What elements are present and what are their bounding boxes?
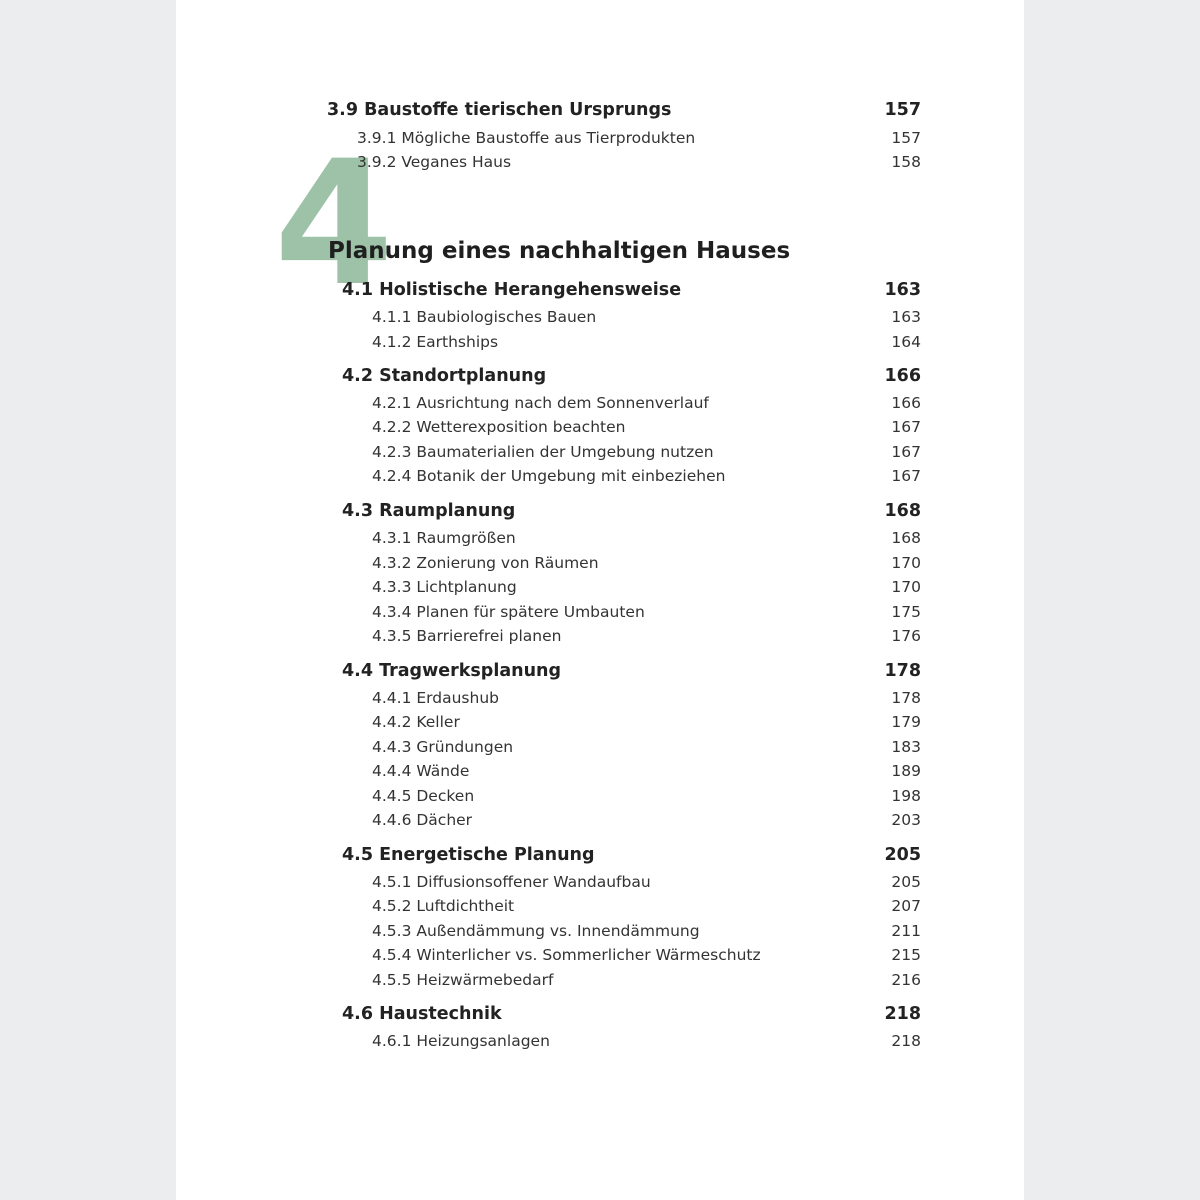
toc-page-number: 218 — [891, 1032, 921, 1050]
toc-subsection-4-3-2[interactable] — [372, 554, 921, 572]
toc-subsection-title: 4.1.1 Baubiologisches Bauen — [372, 308, 597, 326]
toc-page-number: 205 — [891, 873, 921, 891]
toc-page — [176, 0, 1024, 1200]
toc-section-title: 4.5 Energetische Planung — [342, 845, 595, 865]
toc-subsection-title: 4.1.2 Earthships — [372, 333, 499, 351]
toc-section-title: 4.4 Tragwerksplanung — [342, 661, 562, 681]
toc-page-number: 157 — [884, 100, 921, 120]
toc-subsection-4-4-5[interactable] — [372, 787, 921, 805]
toc-subsection-title: 4.3.5 Barrierefrei planen — [372, 627, 562, 645]
toc-page-number: 205 — [884, 845, 921, 865]
toc-subsection-title: 4.4.1 Erdaushub — [372, 689, 499, 707]
toc-subsection-4-4-2[interactable] — [372, 713, 921, 731]
toc-subsection-title: 4.2.4 Botanik der Umgebung mit einbeziehen — [372, 467, 726, 485]
toc-subsection-4-2-2[interactable] — [372, 418, 921, 436]
toc-page-number: 168 — [891, 529, 921, 547]
toc-section-title: 4.2 Standortplanung — [342, 366, 547, 386]
toc-page-number: 198 — [891, 787, 921, 805]
toc-page-number: 164 — [891, 333, 921, 351]
toc-subsection-title: 3.9.2 Veganes Haus — [357, 153, 512, 171]
toc-subsection-3-9-2[interactable] — [357, 153, 921, 171]
toc-section-4-1[interactable] — [342, 280, 921, 300]
toc-page-number: 183 — [891, 738, 921, 756]
toc-subsection-title: 4.5.5 Heizwärmebedarf — [372, 971, 554, 989]
toc-subsection-title: 4.3.4 Planen für spätere Umbauten — [372, 603, 645, 621]
toc-subsection-4-3-3[interactable] — [372, 578, 921, 596]
toc-subsection-title: 4.5.4 Winterlicher vs. Sommerlicher Wärmeschutz — [372, 946, 761, 964]
toc-subsection-3-9-1[interactable] — [357, 129, 921, 147]
toc-section-4-6[interactable] — [342, 1004, 921, 1024]
toc-subsection-4-5-3[interactable] — [372, 922, 921, 940]
toc-subsection-4-4-3[interactable] — [372, 738, 921, 756]
toc-page-number: 170 — [891, 554, 921, 572]
toc-subsection-title: 4.2.1 Ausrichtung nach dem Sonnenverlauf — [372, 394, 709, 412]
toc-subsection-title: 3.9.1 Mögliche Baustoffe aus Tierprodukten — [357, 129, 696, 147]
toc-subsection-title: 4.4.4 Wände — [372, 762, 470, 780]
toc-subsection-title: 4.4.2 Keller — [372, 713, 460, 731]
toc-page-number: 218 — [884, 1004, 921, 1024]
toc-subsection-4-1-1[interactable] — [372, 308, 921, 326]
toc-page-number: 175 — [891, 603, 921, 621]
toc-page-number: 168 — [884, 501, 921, 521]
toc-subsection-4-2-3[interactable] — [372, 443, 921, 461]
toc-section-title: 3.9 Baustoffe tierischen Ursprungs — [327, 100, 672, 120]
toc-page-number: 179 — [891, 713, 921, 731]
toc-subsection-4-2-4[interactable] — [372, 467, 921, 485]
toc-subsection-4-4-1[interactable] — [372, 689, 921, 707]
toc-subsection-title: 4.3.1 Raumgrößen — [372, 529, 516, 547]
toc-subsection-4-3-1[interactable] — [372, 529, 921, 547]
toc-subsection-4-5-4[interactable] — [372, 946, 921, 964]
toc-subsection-4-2-1[interactable] — [372, 394, 921, 412]
toc-page-number: 176 — [891, 627, 921, 645]
toc-section-title: 4.6 Haustechnik — [342, 1004, 502, 1024]
chapter-number: 4 — [274, 123, 394, 324]
toc-page-number: 166 — [884, 366, 921, 386]
toc-subsection-title: 4.3.3 Lichtplanung — [372, 578, 517, 596]
toc-page-number: 189 — [891, 762, 921, 780]
toc-section-4-2[interactable] — [342, 366, 921, 386]
toc-subsection-title: 4.5.1 Diffusionsoffener Wandaufbau — [372, 873, 651, 891]
toc-page-number: 178 — [891, 689, 921, 707]
toc-subsection-title: 4.4.6 Dächer — [372, 811, 473, 829]
toc-page-number: 163 — [891, 308, 921, 326]
toc-subsection-4-6-1[interactable] — [372, 1032, 921, 1050]
toc-subsection-4-5-2[interactable] — [372, 897, 921, 915]
toc-subsection-title: 4.2.2 Wetterexposition beachten — [372, 418, 626, 436]
toc-subsection-4-3-4[interactable] — [372, 603, 921, 621]
toc-section-4-4[interactable] — [342, 661, 921, 681]
toc-subsection-title: 4.4.3 Gründungen — [372, 738, 514, 756]
toc-page-number: 167 — [891, 418, 921, 436]
toc-subsection-4-4-4[interactable] — [372, 762, 921, 780]
toc-page-number: 216 — [891, 971, 921, 989]
toc-page-number: 207 — [891, 897, 921, 915]
toc-subsection-title: 4.3.2 Zonierung von Räumen — [372, 554, 599, 572]
toc-page-number: 203 — [891, 811, 921, 829]
toc-page-number: 170 — [891, 578, 921, 596]
toc-section-4-3[interactable] — [342, 501, 921, 521]
toc-page-number: 157 — [891, 129, 921, 147]
toc-page-number: 167 — [891, 467, 921, 485]
toc-section-4-5[interactable] — [342, 845, 921, 865]
toc-page-number: 158 — [891, 153, 921, 171]
toc-subsection-4-5-1[interactable] — [372, 873, 921, 891]
toc-subsection-4-5-5[interactable] — [372, 971, 921, 989]
toc-page-number: 178 — [884, 661, 921, 681]
chapter-title: Planung eines nachhaltigen Hauses — [328, 238, 791, 264]
toc-section-title: 4.3 Raumplanung — [342, 501, 516, 521]
toc-page-number: 211 — [891, 922, 921, 940]
toc-subsection-4-4-6[interactable] — [372, 811, 921, 829]
toc-subsection-title: 4.5.3 Außendämmung vs. Innendämmung — [372, 922, 700, 940]
toc-subsection-4-1-2[interactable] — [372, 333, 921, 351]
toc-subsection-4-3-5[interactable] — [372, 627, 921, 645]
toc-section-3-9[interactable] — [327, 100, 921, 120]
toc-page-number: 167 — [891, 443, 921, 461]
toc-section-title: 4.1 Holistische Herangehensweise — [342, 280, 682, 300]
toc-subsection-title: 4.4.5 Decken — [372, 787, 475, 805]
toc-page-number: 166 — [891, 394, 921, 412]
toc-page-number: 163 — [884, 280, 921, 300]
toc-subsection-title: 4.6.1 Heizungsanlagen — [372, 1032, 550, 1050]
toc-subsection-title: 4.2.3 Baumaterialien der Umgebung nutzen — [372, 443, 714, 461]
toc-subsection-title: 4.5.2 Luftdichtheit — [372, 897, 515, 915]
toc-page-number: 215 — [891, 946, 921, 964]
